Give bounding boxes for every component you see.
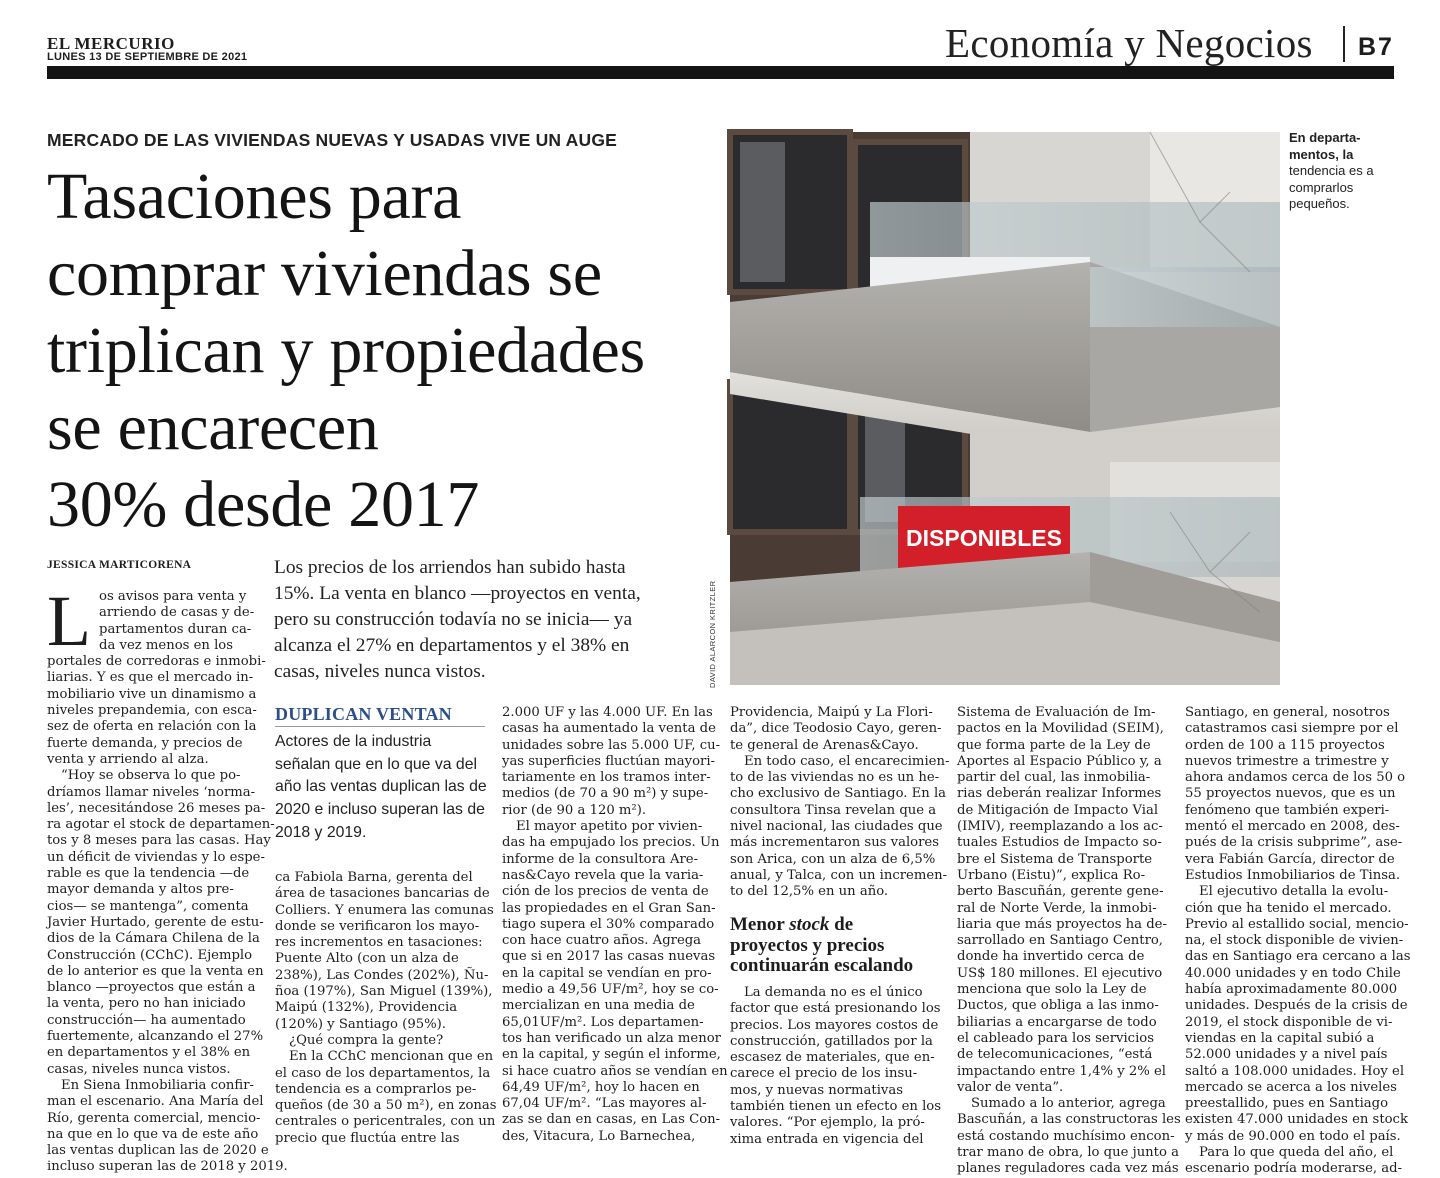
body-line: cho exclusivo de Santiago. En la xyxy=(730,786,947,802)
body-line: donde ha invertido cerca de xyxy=(957,949,1145,965)
body-line: escasez de materiales, que en- xyxy=(730,1050,935,1066)
body-line: 55 proyectos nuevos, que es un xyxy=(1185,786,1396,802)
body-line: dios de la Cámara Chilena de la xyxy=(47,931,260,947)
byline: JESSICA MARTICORENA xyxy=(47,559,192,571)
body-line: anual, y Talca, con un incremen- xyxy=(730,867,948,883)
body-line: Construcción (CChC). Ejemplo xyxy=(47,947,253,963)
body-line: incluso superan las de 2018 y 2019. xyxy=(47,1159,288,1175)
body-line: ral de Norte Verde, la inmobi- xyxy=(957,900,1157,916)
body-line: rias deberán realizar Informes xyxy=(957,786,1162,802)
body-line: había aproximadamente 80.000 xyxy=(1185,982,1398,998)
body-column-3 xyxy=(502,705,728,1145)
body-line: tendencia es a comprarlos pe- xyxy=(275,1081,477,1097)
body-line: ¿Qué compra la gente? xyxy=(289,1032,444,1048)
body-line: 2.000 UF y las 4.000 UF. En las xyxy=(502,705,713,720)
body-line: El ejecutivo detalla la evolu- xyxy=(1199,884,1389,900)
body-line: precios. Los mayores costos de xyxy=(730,1017,939,1033)
body-line: está costando muchísimo encon- xyxy=(957,1128,1175,1144)
body-line: tuales Estudios de Impacto so- xyxy=(957,835,1162,851)
body-line: pués de la crisis subprime”, ase- xyxy=(1185,835,1403,851)
body-line: más incrementaron sus valores xyxy=(730,835,939,851)
headline-line: Tasaciones para xyxy=(47,160,462,233)
body-line: las ventas duplican las de 2020 e xyxy=(47,1143,269,1159)
sign-text: DISPONIBLES xyxy=(906,525,1062,551)
body-line: también tienen un efecto en los xyxy=(730,1099,942,1115)
body-line: orden de 100 a 115 proyectos xyxy=(1185,737,1385,753)
sidebar-line: 2020 e incluso superan las de xyxy=(275,801,485,819)
body-line: las propiedades en el Gran San- xyxy=(502,900,716,916)
body-line: mos, y nuevas normativas xyxy=(730,1082,904,1098)
body-line: na que en lo que va de este año xyxy=(47,1126,259,1142)
body-line: Para lo que queda del año, el xyxy=(1199,1145,1394,1161)
lead-line: pero su construcción todavía no se inicia— ya xyxy=(274,609,633,630)
body-column-5 xyxy=(957,705,1181,1178)
body-line: casas ha aumentado la venta de xyxy=(502,721,716,737)
lead-line: 15%. La venta en blanco —proyectos en venta, xyxy=(274,583,641,604)
body-line: El mayor apetito por vivien- xyxy=(516,819,703,835)
caption-line: comprarlos xyxy=(1289,179,1354,195)
body-column-6 xyxy=(1185,705,1411,1178)
body-line: ra agotar el stock de departamen- xyxy=(47,817,275,833)
sidebar-line: año las ventas duplican las de xyxy=(275,778,487,796)
body-line: partamentos duran ca- xyxy=(99,621,252,637)
body-line: mercializan en una media de xyxy=(502,998,695,1014)
body-line: son Arica, con un alza de 6,5% xyxy=(730,851,936,867)
body-line: la venta, pero no han iniciado xyxy=(47,996,246,1012)
body-line: carece el precio de los insu- xyxy=(730,1066,918,1082)
subhead-line: proyectos y precios xyxy=(730,934,885,956)
body-line: “Hoy se observa lo que po- xyxy=(61,768,241,784)
body-line: niveles prepandemia, con esca- xyxy=(47,703,257,719)
body-line: ca Fabiola Barna, gerenta del xyxy=(275,870,473,885)
body-line: En la CChC mencionan que en xyxy=(289,1049,494,1065)
body-line: Maipú (132%), Providencia xyxy=(275,1000,458,1016)
body-line: Colliers. Y enumera las comunas xyxy=(275,902,494,918)
body-line: de lo anterior es que la venta en xyxy=(47,963,264,979)
body-line: el caso de los departamentos, la xyxy=(275,1065,491,1081)
body-line: en la capital, y según el informe, xyxy=(502,1047,721,1063)
body-line: planes reguladores cada vez más xyxy=(957,1161,1179,1177)
body-line: unidades. Después de la crisis de xyxy=(1185,998,1408,1014)
headline-line: 30% desde 2017 xyxy=(47,468,480,541)
body-line: fenómeno que también experi- xyxy=(1185,802,1390,818)
body-line: pactos en la Movilidad (SEIM), xyxy=(957,721,1164,737)
caption-bold: mentos, la xyxy=(1289,146,1354,162)
headline-line: triplican y propiedades xyxy=(47,314,645,387)
article-lead xyxy=(274,555,714,685)
body-line: fuertemente, alcanzando el 27% xyxy=(47,1029,264,1045)
body-line: 52.000 unidades y a nivel país xyxy=(1185,1047,1388,1063)
newspaper-name: EL MERCURIO xyxy=(47,34,175,53)
body-line: viendas en la capital subió a xyxy=(1185,1030,1375,1046)
lead-line: alcanza el 27% en departamentos y el 38% en xyxy=(274,635,630,656)
body-line: informe de la consultora Are- xyxy=(502,851,699,867)
body-line: En Siena Inmobiliaria confir- xyxy=(61,1077,254,1093)
photo-caption xyxy=(1289,130,1389,213)
body-line: con hace cuatro años. Agrega xyxy=(502,933,702,949)
body-line: que forma parte de la Ley de xyxy=(957,737,1151,753)
caption-line: pequeños. xyxy=(1289,196,1350,211)
body-line: sarrollado en Santiago Centro, xyxy=(957,933,1164,949)
body-line: berto Bascuñán, gerente gene- xyxy=(957,884,1164,900)
body-line: US$ 180 millones. El ejecutivo xyxy=(957,965,1163,981)
body-line: das ha empujado los precios. Un xyxy=(502,835,720,851)
body-line: Estudios Inmobiliarios de Tinsa. xyxy=(1185,867,1401,883)
body-line: to del 12,5% en un año. xyxy=(730,884,889,900)
body-line: 67,04 UF/m². “Las mayores al- xyxy=(502,1096,707,1112)
body-line: centrales o pericentrales, con un xyxy=(275,1114,496,1130)
body-line: da”, dice Teodosio Cayo, geren- xyxy=(730,721,942,737)
body-line: ñoa (197%), San Miguel (139%), xyxy=(275,984,493,1000)
body-line: escenario podría moderarse, ad- xyxy=(1185,1161,1403,1177)
body-line: xima entrada en vigencia del xyxy=(730,1131,924,1147)
body-line: arriendo de casas y de- xyxy=(99,605,255,621)
body-line: catastramos casi siempre por el xyxy=(1185,721,1399,737)
body-line: da vez menos en los xyxy=(99,637,234,653)
body-line: queños (de 30 a 50 m²), en zonas xyxy=(275,1098,497,1114)
body-line: das en Santiago era cercano a las xyxy=(1185,949,1411,965)
body-line: mayor demanda y altos pre- xyxy=(47,882,234,898)
sidebar-rule xyxy=(275,726,485,727)
body-line: tos y 8 meses para las casas. Hay xyxy=(47,833,271,849)
body-line: ahora andamos cerca de los 50 o xyxy=(1185,770,1406,786)
body-line: La demanda no es el único xyxy=(744,985,923,1000)
body-line: biliarias a encargarse de todo xyxy=(957,1014,1157,1030)
lead-line: casas, niveles nunca vistos. xyxy=(274,661,486,682)
body-line: un déficit de viviendas y lo espe- xyxy=(47,849,265,865)
body-line: mercado se acerca a los niveles xyxy=(1185,1079,1397,1095)
body-line: Providencia, Maipú y La Flori- xyxy=(730,705,933,720)
section-divider xyxy=(1343,26,1345,62)
body-line: Río, gerenta comercial, mencio- xyxy=(47,1110,261,1126)
body-line: rable es que la tendencia —de xyxy=(47,866,250,882)
lead-line: Los precios de los arriendos han subido hasta xyxy=(274,557,626,578)
subhead-line-1: Menor stock de xyxy=(730,914,854,935)
body-line: les’, necesitándose 26 meses pa- xyxy=(47,800,266,816)
body-line: medios (de 70 a 90 m²) y supe- xyxy=(502,786,709,802)
body-line: tos han verificado un alza menor xyxy=(502,1030,721,1046)
body-line: yas superficies fluctúan mayori- xyxy=(502,753,715,769)
body-line: nas&Cayo revela que la varia- xyxy=(502,867,704,883)
body-line: medio a 49,56 UF/m², hoy se co- xyxy=(502,982,719,998)
section-title: Economía y Negocios xyxy=(945,20,1313,66)
sidebar-text xyxy=(275,731,490,845)
body-line: ción de los precios de venta de xyxy=(502,884,709,900)
body-line: na, el stock disponible de vivien- xyxy=(1185,933,1404,949)
body-line: des, Vitacura, Lo Barnechea, xyxy=(502,1128,696,1144)
body-line: saltó a 108.000 unidades. Hoy el xyxy=(1185,1063,1405,1079)
body-line: bre el Sistema de Transporte xyxy=(957,851,1153,867)
body-line: nivel nacional, las ciudades que xyxy=(730,819,943,835)
body-line: factor que está presionando los xyxy=(730,1001,941,1017)
body-line: precio que fluctúa entre las xyxy=(275,1130,460,1146)
body-line: consultora Tinsa revelan que a xyxy=(730,802,937,818)
body-line: Urbano (Eistu)”, explica Ro- xyxy=(957,867,1146,883)
body-line: res incrementos en tasaciones: xyxy=(275,935,483,951)
body-line: dríamos llamar niveles ‘norma- xyxy=(47,784,256,800)
body-line: os avisos para venta y xyxy=(99,589,247,604)
body-line: existen 47.000 unidades en stock xyxy=(1185,1112,1408,1128)
body-line: de telecomunicaciones, “está xyxy=(957,1047,1153,1063)
body-line: 65,01UF/m². Los departamen- xyxy=(502,1014,704,1030)
body-line: blanco —proyectos que están a xyxy=(47,980,256,996)
body-line: to de las viviendas no es un he- xyxy=(730,770,940,786)
body-line: ción que ha tenido el mercado. xyxy=(1185,900,1392,916)
body-line: construcción— ha aumentado xyxy=(47,1012,246,1028)
body-line: Aportes al Espacio Público y, a xyxy=(957,753,1162,769)
body-line: portales de corredoras e inmobi- xyxy=(47,654,266,670)
body-line: valor de venta”. xyxy=(957,1079,1064,1095)
body-line: tariamente en los tramos inter- xyxy=(502,770,711,786)
body-line: venta y arriendo al alza. xyxy=(47,751,209,767)
body-line: En todo caso, el encarecimien- xyxy=(744,753,950,769)
body-line: nuevos trimestre a trimestre y xyxy=(1185,753,1389,769)
body-line: valores. “Por ejemplo, la pró- xyxy=(730,1115,925,1131)
body-column-1 xyxy=(47,581,288,1176)
building-balconies-image xyxy=(730,132,1280,685)
body-line: área de tasaciones bancarias de xyxy=(275,886,490,902)
body-line: Sistema de Evaluación de Im- xyxy=(957,705,1156,720)
sidebar-line: 2018 y 2019. xyxy=(275,823,367,841)
body-line: liaria que más proyectos ha de- xyxy=(957,916,1167,932)
body-line: Sumado a lo anterior, agrega xyxy=(971,1096,1166,1112)
body-column-4-continued xyxy=(730,985,942,1148)
body-line: partir del cual, las inmobilia- xyxy=(957,770,1151,786)
body-line: construcción, gatillados por la xyxy=(730,1033,933,1049)
body-line: unidades sobre las 5.000 UF, cu- xyxy=(502,737,721,753)
body-line: (IMIV), reemplazando a los ac- xyxy=(957,819,1163,835)
body-line: 2019, el stock disponible de vi- xyxy=(1185,1014,1393,1030)
header-rule xyxy=(47,66,1394,79)
body-line: que si en 2017 las casas nuevas xyxy=(502,949,716,965)
caption-bold: En departa- xyxy=(1289,130,1361,145)
headline-line: comprar viviendas se xyxy=(47,237,602,310)
body-line: (120%) y Santiago (95%). xyxy=(275,1016,446,1032)
body-line: mobiliario vive un dinamismo a xyxy=(47,686,257,702)
body-line: donde se verificaron los mayo- xyxy=(275,918,480,934)
body-line: menciona que solo la Ley de xyxy=(957,982,1147,998)
subhead-line: continuarán escalando xyxy=(730,955,914,976)
body-line: 64,49 UF/m², hoy lo hacen en xyxy=(502,1079,700,1095)
photo-credit: DAVID ALARCON KRITZLER xyxy=(708,580,717,688)
body-line: de Mitigación de Impacto Vial xyxy=(957,802,1159,818)
body-line: si hace cuatro años se vendían en xyxy=(502,1063,728,1079)
headline-line: se encarecen xyxy=(47,391,379,464)
body-line: Javier Hurtado, gerente de estu- xyxy=(47,914,264,930)
body-line: el cableado para los servicios xyxy=(957,1030,1154,1046)
body-line: te general de Arenas&Cayo. xyxy=(730,737,919,753)
body-line: 40.000 unidades y en todo Chile xyxy=(1185,965,1401,981)
body-line: Ductos, que obliga a las inmo- xyxy=(957,998,1159,1014)
sidebar-line: señalan que en lo que va del xyxy=(275,755,478,773)
article-photo xyxy=(730,132,1280,685)
body-column-2 xyxy=(275,870,497,1147)
body-line: rior (de 90 a 120 m²). xyxy=(502,802,647,818)
body-line: 238%), Las Condes (202%), Ñu- xyxy=(275,967,489,983)
body-line: Puente Alto (con un alza de xyxy=(275,951,459,967)
body-line: en la capital se vendían en pro- xyxy=(502,965,712,981)
body-line: tiago supera el 30% comparado xyxy=(502,916,715,932)
body-line: y más de 90.000 en todo el país. xyxy=(1185,1128,1401,1144)
body-line: liarias. Y es que el mercado in- xyxy=(47,670,254,686)
body-line: vera Fabián García, director de xyxy=(1185,851,1395,867)
sidebar-line: Actores de la industria xyxy=(275,733,432,750)
body-line: sez de oferta en relación con la xyxy=(47,719,257,735)
body-line: mentó el mercado en 2008, des- xyxy=(1185,819,1400,835)
body-line: preestallido, pues en Santiago xyxy=(1185,1096,1389,1112)
body-line: cios— se mantenga”, comenta xyxy=(47,898,249,914)
body-line: trar mano de obra, lo que junto a xyxy=(957,1145,1179,1161)
body-line: en departamentos y el 38% en xyxy=(47,1045,251,1061)
sidebar-heading: DUPLICAN VENTAN xyxy=(275,704,452,724)
body-line: man el escenario. Ana María del xyxy=(47,1094,264,1110)
page-number: B7 xyxy=(1358,33,1394,61)
body-line: zas se dan en casas, en Las Con- xyxy=(502,1112,721,1128)
body-line: Santiago, en general, nosotros xyxy=(1185,705,1390,720)
body-column-4 xyxy=(730,705,950,901)
body-line: Bascuñán, a las constructoras les xyxy=(957,1112,1181,1128)
caption-line: tendencia es a xyxy=(1289,163,1374,178)
issue-date: LUNES 13 DE SEPTIEMBRE DE 2021 xyxy=(47,51,248,63)
body-line: casas, niveles nunca vistos. xyxy=(47,1061,231,1077)
article-kicker: MERCADO DE LAS VIVIENDAS NUEVAS Y USADAS VIVE UN AUGE xyxy=(47,130,618,150)
body-line: Previo al estallido social, mencio- xyxy=(1185,916,1409,932)
drop-cap: L xyxy=(47,581,91,661)
body-line: fuerte demanda, y precios de xyxy=(47,735,243,751)
section-subhead xyxy=(730,915,945,977)
body-line: impactando entre 1,4% y 2% el xyxy=(957,1063,1167,1079)
article-headline xyxy=(47,158,717,543)
